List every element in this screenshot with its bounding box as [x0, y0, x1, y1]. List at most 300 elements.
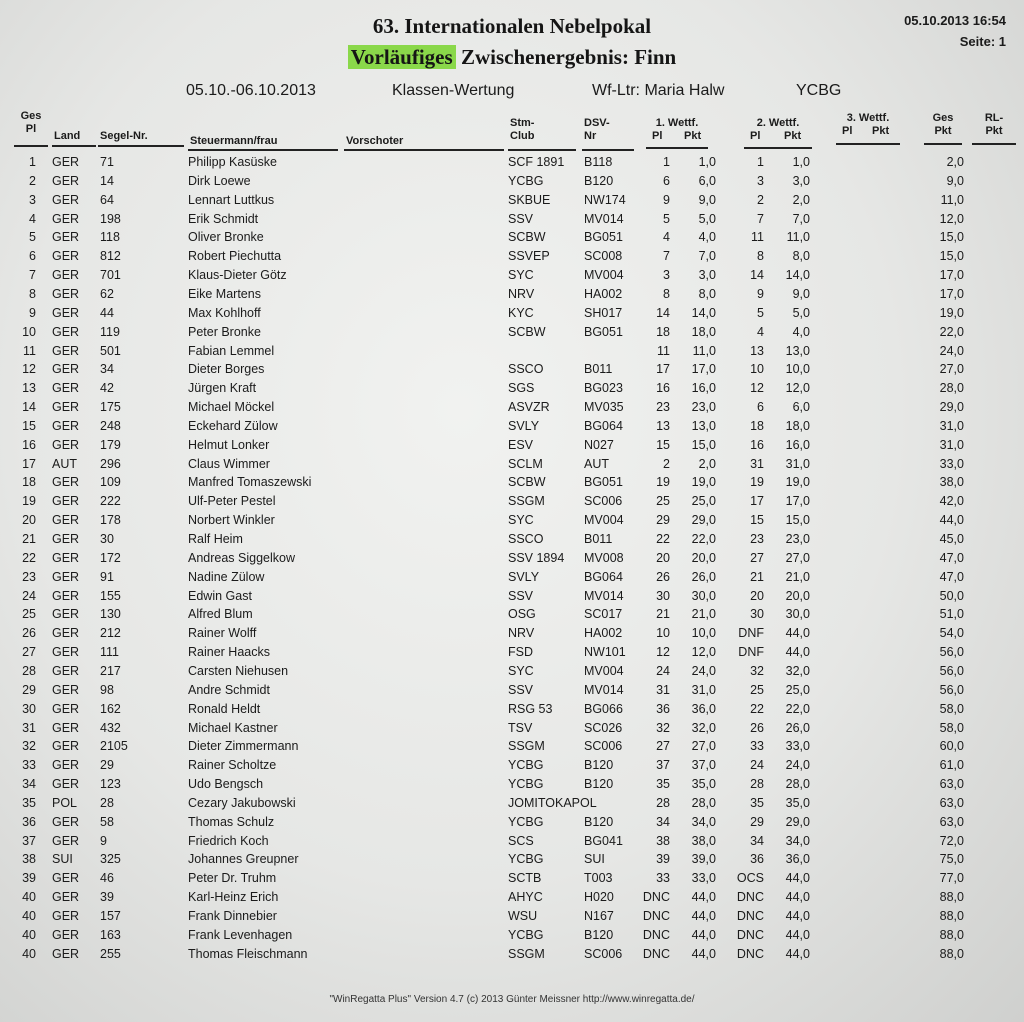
- cell-race2-place: 20: [750, 588, 764, 603]
- cell-helmsman: Claus Wimmer: [188, 456, 270, 471]
- cell-race1-place: 22: [656, 532, 670, 546]
- cell-dsv-number: BG023: [584, 381, 623, 396]
- cell-country: GER: [52, 268, 80, 283]
- cell-race1-place: 15: [656, 437, 670, 452]
- cell-race1-points: 17,0: [691, 362, 716, 377]
- cell-country: GER: [52, 249, 80, 264]
- cell-race1-place: 34: [656, 814, 670, 829]
- cell-sail-number: 701: [100, 268, 121, 283]
- cell-race2-points: 5,0: [792, 305, 810, 320]
- table-row: [0, 643, 1024, 661]
- cell-club: SSV: [508, 211, 534, 226]
- cell-race1-place: 2: [663, 456, 670, 471]
- table-row: [0, 511, 1024, 529]
- cell-total-points: 33,0: [939, 456, 964, 471]
- cell-country: GER: [52, 381, 80, 396]
- table-row: [0, 247, 1024, 265]
- cell-race1-place: 19: [656, 475, 670, 490]
- cell-race2-points: 24,0: [785, 758, 810, 773]
- cell-race2-place: 35: [750, 795, 764, 810]
- cell-total-points: 28,0: [939, 381, 964, 396]
- cell-race2-place: 7: [757, 211, 764, 226]
- cell-country: GER: [52, 607, 80, 622]
- date-range: 05.10.-06.10.2013: [186, 82, 316, 99]
- cell-helmsman: Frank Levenhagen: [188, 927, 293, 942]
- cell-club: YCBG: [508, 758, 544, 773]
- col-club: Stm- Club: [510, 117, 535, 142]
- cell-place: 19: [22, 494, 36, 509]
- table-row: [0, 304, 1024, 322]
- scoring-mode: Klassen-Wertung: [392, 82, 515, 99]
- cell-sail-number: 217: [100, 663, 121, 678]
- cell-country: AUT: [52, 456, 77, 471]
- cell-country: GER: [52, 909, 80, 923]
- cell-place: 29: [22, 682, 36, 697]
- cell-helmsman: Andreas Siggelkow: [188, 550, 296, 565]
- cell-sail-number: 296: [100, 456, 121, 471]
- cell-race2-points: 16,0: [785, 437, 810, 452]
- table-row: [0, 492, 1024, 510]
- cell-dsv-number: SUI: [584, 852, 605, 867]
- col-dsv: DSV- Nr: [584, 117, 610, 142]
- cell-sail-number: 175: [100, 400, 121, 415]
- cell-dsv-number: N027: [584, 437, 614, 452]
- cell-race2-points: 1,0: [792, 155, 810, 169]
- cell-race2-place: 22: [750, 701, 764, 716]
- cell-race1-place: 11: [657, 343, 670, 358]
- cell-helmsman: Frank Dinnebier: [188, 909, 277, 923]
- cell-dsv-number: HA002: [584, 286, 623, 301]
- cell-club: SSVEP: [508, 249, 550, 264]
- cell-helmsman: Rainer Wolff: [188, 626, 257, 641]
- cell-sail-number: 64: [100, 192, 114, 207]
- cell-total-points: 51,0: [939, 607, 964, 622]
- cell-helmsman: Thomas Fleischmann: [188, 946, 308, 961]
- cell-race1-points: 21,0: [691, 607, 716, 622]
- cell-country: GER: [52, 513, 80, 528]
- cell-sail-number: 46: [100, 871, 114, 886]
- cell-race1-place: 21: [656, 607, 670, 622]
- cell-dsv-number: T003: [584, 871, 613, 886]
- cell-club: SSGM: [508, 946, 545, 961]
- cell-club: YCBG: [508, 814, 544, 829]
- cell-dsv-number: MV035: [584, 400, 624, 415]
- cell-race1-points: 26,0: [691, 569, 716, 584]
- cell-club: SCLM: [508, 456, 543, 471]
- table-row: [0, 398, 1024, 416]
- cell-race2-place: DNC: [736, 890, 764, 905]
- cell-sail-number: 28: [100, 795, 114, 810]
- cell-sail-number: 9: [100, 833, 107, 848]
- cell-race1-place: 8: [663, 286, 670, 301]
- table-row: [0, 455, 1024, 473]
- cell-race1-points: 9,0: [698, 192, 716, 207]
- cell-sail-number: 34: [100, 362, 114, 377]
- cell-race1-points: 3,0: [698, 268, 716, 283]
- cell-helmsman: Ronald Heldt: [188, 701, 261, 716]
- cell-race1-place: 28: [656, 795, 670, 810]
- cell-sail-number: 255: [100, 946, 121, 961]
- page-number: Seite: 1: [959, 34, 1006, 49]
- cell-sail-number: 248: [100, 418, 121, 433]
- cell-country: GER: [52, 758, 80, 773]
- cell-helmsman: Klaus-Dieter Götz: [188, 268, 287, 283]
- cell-race2-points: 14,0: [785, 268, 810, 283]
- cell-place: 40: [22, 890, 36, 905]
- cell-race2-place: 1: [757, 155, 764, 169]
- cell-sail-number: 157: [100, 909, 121, 923]
- cell-place: 17: [22, 456, 36, 471]
- software-footer: "WinRegatta Plus" Version 4.7 (c) 2013 Günter Meissner http://www.winregatta.de/: [329, 994, 695, 1005]
- cell-race1-place: 25: [656, 494, 670, 509]
- cell-race1-points: 7,0: [698, 249, 716, 264]
- cell-sail-number: 163: [100, 927, 121, 942]
- cell-country: GER: [52, 814, 80, 829]
- cell-race2-points: 34,0: [785, 833, 810, 848]
- cell-race2-points: 10,0: [785, 362, 810, 377]
- col-vorschoter: Vorschoter: [346, 135, 404, 147]
- cell-dsv-number: AUT: [584, 456, 609, 471]
- cell-club: SSGM: [508, 494, 545, 509]
- race-officer: Wf-Ltr: Maria Halw: [592, 82, 725, 99]
- cell-total-points: 17,0: [939, 268, 964, 283]
- col-race1-pkt: Pkt: [684, 130, 702, 142]
- cell-dsv-number: BG064: [584, 569, 623, 584]
- cell-place: 28: [22, 663, 36, 678]
- cell-helmsman: Michael Möckel: [188, 400, 275, 415]
- cell-helmsman: Fabian Lemmel: [188, 343, 275, 358]
- cell-race2-points: 44,0: [785, 909, 810, 923]
- cell-race2-points: 11,0: [786, 230, 810, 245]
- cell-dsv-number: NW174: [584, 192, 626, 207]
- cell-race2-points: 31,0: [785, 456, 810, 471]
- cell-club: ESV: [508, 437, 534, 452]
- table-row: [0, 662, 1024, 680]
- cell-place: 1: [29, 155, 36, 169]
- col-race2: 2. Wettf.: [756, 117, 800, 129]
- cell-helmsman: Thomas Schulz: [188, 814, 275, 829]
- cell-place: 13: [22, 381, 36, 396]
- table-row: [0, 756, 1024, 774]
- cell-race2-place: 2: [757, 192, 764, 207]
- cell-race1-place: 6: [663, 173, 670, 188]
- cell-race1-points: 14,0: [691, 305, 716, 320]
- table-row: [0, 360, 1024, 378]
- cell-helmsman: Friedrich Koch: [188, 833, 269, 848]
- cell-race1-points: 10,0: [691, 626, 716, 641]
- cell-race1-place: 20: [656, 550, 670, 565]
- cell-race1-place: 37: [656, 758, 670, 773]
- table-row: [0, 624, 1024, 642]
- cell-country: GER: [52, 324, 80, 339]
- cell-total-points: 88,0: [939, 909, 964, 923]
- cell-sail-number: 98: [100, 682, 114, 697]
- cell-helmsman: Nadine Zülow: [188, 569, 265, 584]
- cell-place: 36: [22, 814, 36, 829]
- cell-race1-points: 36,0: [691, 701, 716, 716]
- cell-place: 7: [29, 268, 36, 283]
- cell-race1-points: 2,0: [698, 456, 716, 471]
- cell-helmsman: Peter Dr. Truhm: [188, 871, 277, 886]
- cell-helmsman: Karl-Heinz Erich: [188, 890, 279, 905]
- cell-race2-place: 29: [750, 814, 764, 829]
- cell-race2-points: 44,0: [785, 871, 810, 886]
- cell-race1-points: 24,0: [691, 663, 716, 678]
- cell-race2-place: 33: [750, 739, 764, 754]
- cell-sail-number: 432: [100, 720, 121, 735]
- cell-total-points: 12,0: [939, 211, 964, 226]
- cell-race2-points: 19,0: [785, 475, 810, 490]
- table-row: [0, 191, 1024, 209]
- rule-race1: [646, 147, 708, 149]
- cell-race2-place: 13: [750, 343, 764, 358]
- cell-total-points: 88,0: [939, 890, 964, 905]
- cell-club: KYC: [508, 305, 534, 320]
- table-row: [0, 436, 1024, 454]
- cell-sail-number: 130: [100, 607, 121, 622]
- table-row: [0, 323, 1024, 341]
- cell-sail-number: 118: [100, 230, 120, 245]
- cell-helmsman: Robert Piechutta: [188, 249, 282, 264]
- cell-race1-place: DNC: [642, 927, 670, 942]
- cell-race1-place: 12: [656, 645, 670, 660]
- cell-race1-points: 44,0: [691, 927, 716, 942]
- cell-race1-place: 36: [656, 701, 670, 716]
- cell-race1-place: 7: [663, 249, 670, 264]
- table-row: [0, 417, 1024, 435]
- cell-country: GER: [52, 701, 80, 716]
- cell-helmsman: Philipp Kasüske: [188, 155, 277, 169]
- cell-helmsman: Erik Schmidt: [188, 211, 259, 226]
- cell-club: TSV: [508, 720, 533, 735]
- cell-total-points: 88,0: [939, 927, 964, 942]
- cell-club: SCBW: [508, 475, 546, 490]
- rule-race3: [836, 143, 900, 145]
- table-row: [0, 719, 1024, 737]
- cell-race2-place: 5: [757, 305, 764, 320]
- cell-helmsman: Dirk Loewe: [188, 173, 251, 188]
- cell-dsv-number: B118: [584, 155, 613, 169]
- col-race3: 3. Wettf.: [846, 112, 890, 124]
- cell-place: 2: [29, 173, 36, 188]
- cell-race2-points: 44,0: [785, 645, 810, 660]
- cell-place: 10: [22, 324, 36, 339]
- cell-total-points: 63,0: [939, 795, 964, 810]
- cell-place: 24: [22, 588, 36, 603]
- cell-race2-points: 44,0: [785, 626, 810, 641]
- col-race3-pl: Pl: [842, 125, 853, 137]
- cell-total-points: 56,0: [939, 663, 964, 678]
- table-row: [0, 700, 1024, 718]
- cell-country: GER: [52, 927, 80, 942]
- cell-race2-points: 33,0: [785, 739, 810, 754]
- cell-place: 3: [29, 192, 36, 207]
- col-race2-pl: Pl: [750, 130, 761, 142]
- table-row: [0, 907, 1024, 925]
- cell-dsv-number: MV014: [584, 211, 624, 226]
- cell-race1-place: 3: [663, 268, 670, 283]
- table-row: [0, 869, 1024, 887]
- cell-dsv-number: B120: [584, 777, 614, 792]
- rule-club: [508, 149, 576, 151]
- cell-race2-points: 30,0: [785, 607, 810, 622]
- cell-place: 25: [22, 607, 36, 622]
- cell-helmsman: Alfred Blum: [188, 607, 253, 622]
- cell-club: SSV: [508, 588, 534, 603]
- cell-total-points: 56,0: [939, 645, 964, 660]
- cell-race1-place: 13: [656, 418, 670, 433]
- cell-sail-number: 39: [100, 890, 114, 905]
- cell-club: SSCO: [508, 362, 544, 377]
- cell-helmsman: Oliver Bronke: [188, 230, 264, 245]
- cell-race2-points: 35,0: [785, 795, 810, 810]
- cell-race2-points: 44,0: [785, 927, 810, 942]
- cell-country: GER: [52, 890, 80, 905]
- cell-place: 11: [23, 343, 36, 358]
- cell-race2-points: 23,0: [785, 532, 810, 546]
- cell-sail-number: 212: [100, 626, 121, 641]
- cell-country: GER: [52, 418, 80, 433]
- cell-race1-points: 11,0: [692, 343, 716, 358]
- cell-country: GER: [52, 173, 80, 188]
- cell-race1-points: 30,0: [691, 588, 716, 603]
- cell-total-points: 54,0: [939, 626, 964, 641]
- cell-club: SGS: [508, 381, 535, 396]
- cell-place: 40: [22, 927, 36, 942]
- cell-dsv-number: B011: [584, 532, 613, 546]
- cell-race1-points: 4,0: [698, 230, 716, 245]
- cell-race1-points: 20,0: [691, 550, 716, 565]
- col-ges-pkt: Ges Pkt: [932, 112, 954, 137]
- cell-total-points: 31,0: [939, 418, 964, 433]
- cell-race2-points: 22,0: [785, 701, 810, 716]
- document-title: 63. Internationalen Nebelpokal: [372, 14, 652, 38]
- rule-rl-pkt: [972, 143, 1016, 145]
- cell-race1-points: 37,0: [691, 758, 716, 773]
- cell-race1-place: DNC: [642, 890, 670, 905]
- cell-club: YCBG: [508, 173, 544, 188]
- cell-race2-points: 25,0: [785, 682, 810, 697]
- cell-race2-points: 21,0: [785, 569, 810, 584]
- cell-country: GER: [52, 871, 80, 886]
- cell-race1-place: 31: [656, 682, 670, 697]
- cell-place: 27: [22, 645, 36, 660]
- cell-race1-points: 19,0: [691, 475, 716, 490]
- cell-race1-place: 1: [663, 155, 670, 169]
- cell-race1-points: 44,0: [691, 909, 716, 923]
- cell-race2-place: 11: [751, 230, 764, 245]
- cell-race1-points: 23,0: [691, 400, 716, 415]
- cell-dsv-number: MV014: [584, 588, 624, 603]
- cell-race2-place: 31: [750, 456, 764, 471]
- cell-dsv-number: SC017: [584, 607, 623, 622]
- cell-total-points: 47,0: [939, 569, 964, 584]
- cell-race2-points: 44,0: [785, 890, 810, 905]
- cell-race1-points: 25,0: [691, 494, 716, 509]
- cell-dsv-number: B120: [584, 927, 614, 942]
- cell-country: GER: [52, 437, 80, 452]
- cell-country: GER: [52, 777, 80, 792]
- cell-country: GER: [52, 550, 80, 565]
- cell-helmsman: Dieter Zimmermann: [188, 739, 299, 754]
- table-row: [0, 737, 1024, 755]
- cell-dsv-number: B120: [584, 758, 614, 773]
- col-rl-pkt: RL- Pkt: [984, 112, 1004, 137]
- cell-country: GER: [52, 362, 80, 377]
- cell-race1-place: 4: [663, 230, 670, 245]
- cell-race2-place: 3: [757, 173, 764, 188]
- cell-helmsman: Ulf-Peter Pestel: [188, 494, 276, 509]
- cell-race2-place: 19: [750, 475, 764, 490]
- cell-country: GER: [52, 532, 80, 546]
- cell-helmsman: Norbert Winkler: [188, 513, 275, 528]
- cell-club: SSV: [508, 682, 534, 697]
- cell-dsv-number: MV004: [584, 663, 624, 678]
- cell-dsv-number: MV004: [584, 268, 624, 283]
- rule-ges-pkt: [924, 143, 962, 145]
- cell-place: 30: [22, 701, 36, 716]
- cell-race2-place: 28: [750, 777, 764, 792]
- cell-club: SVLY: [508, 569, 540, 584]
- table-row: [0, 285, 1024, 303]
- cell-race1-place: 17: [656, 362, 670, 377]
- cell-club: NRV: [508, 626, 535, 641]
- col-steuermann: Steuermann/frau: [190, 135, 278, 147]
- cell-dsv-number: SH017: [584, 305, 623, 320]
- cell-total-points: 15,0: [939, 249, 964, 264]
- cell-race1-points: 29,0: [691, 513, 716, 528]
- cell-club: SCF 1891: [508, 155, 565, 169]
- rule-race2: [744, 147, 812, 149]
- cell-race1-place: 23: [656, 400, 670, 415]
- cell-country: GER: [52, 682, 80, 697]
- cell-total-points: 29,0: [939, 400, 964, 415]
- cell-sail-number: 123: [100, 777, 121, 792]
- cell-club: SCTB: [508, 871, 542, 886]
- cell-country: GER: [52, 739, 80, 754]
- cell-race2-points: 15,0: [785, 513, 810, 528]
- cell-race2-points: 9,0: [792, 286, 810, 301]
- cell-helmsman: Dieter Borges: [188, 362, 265, 377]
- cell-race2-place: 17: [750, 494, 764, 509]
- cell-race2-place: DNC: [736, 909, 764, 923]
- cell-sail-number: 198: [100, 211, 121, 226]
- cell-dsv-number: NW101: [584, 645, 626, 660]
- cell-country: GER: [52, 720, 80, 735]
- table-row: [0, 379, 1024, 397]
- cell-race1-points: 12,0: [691, 645, 716, 660]
- cell-dsv-number: B120: [584, 173, 614, 188]
- cell-sail-number: 71: [100, 155, 114, 169]
- cell-club: WSU: [508, 909, 538, 923]
- cell-helmsman: Max Kohlhoff: [188, 305, 261, 320]
- cell-place: 5: [29, 230, 36, 245]
- cell-race1-points: 8,0: [698, 286, 716, 301]
- cell-total-points: 58,0: [939, 701, 964, 716]
- cell-race2-place: 23: [750, 532, 764, 546]
- cell-club: RSG 53: [508, 701, 553, 716]
- cell-dsv-number: H020: [584, 890, 614, 905]
- cell-place: 32: [22, 739, 36, 754]
- document-subtitle: [0, 45, 1024, 70]
- cell-country: GER: [52, 475, 80, 490]
- table-row: [0, 945, 1024, 963]
- cell-race1-points: 44,0: [691, 890, 716, 905]
- cell-race2-place: OCS: [736, 871, 764, 886]
- cell-sail-number: 501: [100, 343, 121, 358]
- cell-dsv-number: N167: [584, 909, 614, 923]
- cell-race2-points: 4,0: [792, 324, 810, 339]
